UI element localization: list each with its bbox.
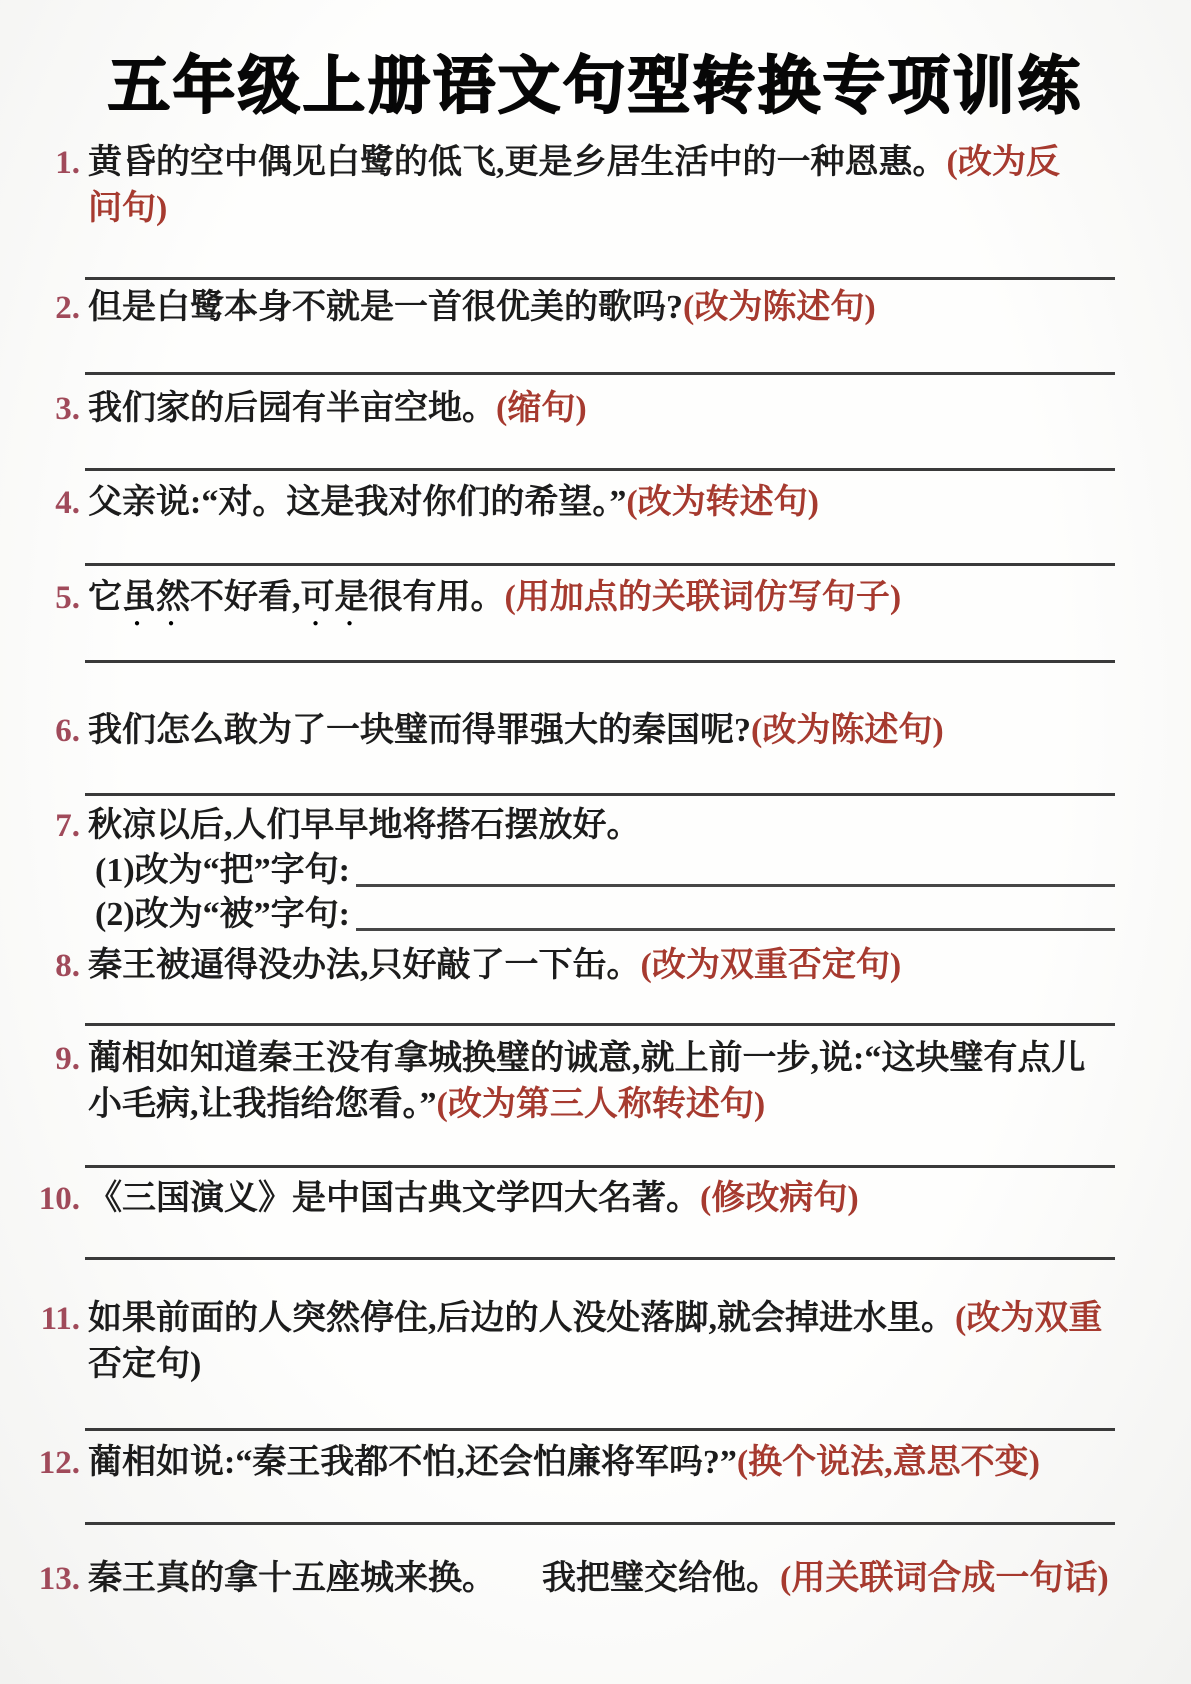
item-number: 5. <box>55 580 80 616</box>
answer-blank-line <box>85 1257 1115 1260</box>
sentence-text: 父亲说:“对。这是我对你们的希望。” <box>88 484 627 521</box>
sentence-text: 但是白鹭本身不就是一首很优美的歌吗? <box>88 289 683 326</box>
instruction-text: (缩句) <box>496 390 587 427</box>
sentence-text: 秦王真的拿十五座城来换。 <box>88 1560 496 1597</box>
exercise-item <box>0 943 1191 989</box>
sentence-text: 《三国演义》是中国古典文学四大名著。 <box>88 1180 700 1217</box>
exercise-item <box>0 1556 1191 1602</box>
answer-blank-line <box>85 468 1115 471</box>
instruction-text: (修改病句) <box>700 1180 859 1217</box>
item-number: 3. <box>55 391 80 427</box>
item-number: 8. <box>55 948 80 984</box>
sentence-text: 秦王被逼得没办法,只好敲了一下缶。 <box>88 947 641 984</box>
instruction-text: (改为陈述句) <box>751 712 944 749</box>
item-number: 12. <box>38 1445 80 1481</box>
item-text-line <box>0 1342 1191 1388</box>
exercise-item <box>0 708 1191 754</box>
item-text-line <box>0 480 1191 526</box>
exercise-item <box>0 285 1191 331</box>
item-text-line <box>0 803 1191 849</box>
sentence-text: 不好看, <box>190 579 301 616</box>
item-number: 9. <box>55 1041 80 1077</box>
exercise-item <box>0 1176 1191 1222</box>
exercise-item <box>0 803 1191 937</box>
sentence-text: 否定句) <box>88 1346 202 1383</box>
sentence-text: 蔺相如知道秦王没有拿城换璧的诚意,就上前一步,说:“这块璧有点儿 <box>88 1040 1086 1077</box>
instruction-text: (改为陈述句) <box>683 289 876 326</box>
sentence-text: 我把璧交给他。 <box>542 1560 780 1597</box>
sentence-text: 我们怎么敢为了一块璧而得罪强大的秦国呢? <box>88 712 751 749</box>
item-number: 11. <box>40 1301 80 1337</box>
item-text-line <box>0 1036 1191 1082</box>
item-text-line <box>0 186 1191 232</box>
item-number: 13. <box>38 1561 80 1597</box>
item-text-line <box>0 386 1191 432</box>
sentence-text: 小毛病,让我指给您看。” <box>88 1086 437 1123</box>
item-text-line <box>0 1556 1191 1602</box>
sentence-text: 它 <box>88 579 122 616</box>
page-title: 五年级上册语文句型转换专项训练 <box>107 52 1083 121</box>
item-text-line <box>0 1296 1191 1342</box>
item-text-line <box>0 1176 1191 1222</box>
exercise-item <box>0 1296 1191 1388</box>
item-text-line <box>0 575 1191 621</box>
item-text-line <box>0 708 1191 754</box>
sentence-text: 黄昏的空中偶见白鹭的低飞,更是乡居生活中的一种恩惠。 <box>88 144 947 181</box>
answer-blank-line <box>85 1428 1115 1431</box>
item-text-line <box>0 285 1191 331</box>
instruction-text: (用加点的关联词仿写句子) <box>504 579 902 616</box>
instruction-text: (改为转述句) <box>626 484 819 521</box>
item-text-line <box>0 1082 1191 1128</box>
instruction-text: (改为第三人称转述句) <box>436 1086 766 1123</box>
answer-blank-line <box>85 793 1115 796</box>
sub-question-label: (2)改为“被”字句: <box>95 896 350 933</box>
sub-question <box>0 849 1191 893</box>
item-text-line <box>0 943 1191 989</box>
sub-question-label: (1)改为“把”字句: <box>95 852 350 889</box>
answer-blank-line <box>85 277 1115 280</box>
instruction-text: (用关联词合成一句话) <box>780 1560 1109 1597</box>
sentence-text: 很有用。 <box>368 579 505 616</box>
instruction-text: 问句) <box>88 190 168 227</box>
answer-blank-line <box>85 1165 1115 1168</box>
sentence-text: 蔺相如说:“秦王我都不怕,还会怕廉将军吗?” <box>88 1444 737 1481</box>
sentence-text: 如果前面的人突然停住,后边的人没处落脚,就会掉进水里。 <box>88 1300 955 1337</box>
exercise-item <box>0 480 1191 526</box>
instruction-text: (改为反 <box>946 144 1060 181</box>
item-number: 2. <box>55 290 80 326</box>
item-number: 10. <box>38 1181 80 1217</box>
answer-blank-line <box>356 928 1115 931</box>
answer-blank-line <box>85 563 1115 566</box>
item-number: 1. <box>55 145 80 181</box>
exercise-item <box>0 140 1191 232</box>
exercise-item <box>0 575 1191 621</box>
exercise-item <box>0 1036 1191 1128</box>
item-text-line <box>0 1440 1191 1486</box>
item-number: 7. <box>55 808 80 844</box>
dotted-keyword: ● 可是 ● <box>301 579 369 616</box>
exercise-item <box>0 386 1191 432</box>
item-text-line <box>0 140 1191 186</box>
item-number: 4. <box>55 485 80 521</box>
answer-blank-line <box>85 660 1115 663</box>
sub-question <box>0 893 1191 937</box>
exercise-item <box>0 1440 1191 1486</box>
instruction-text: (改为双重 <box>955 1300 1103 1337</box>
answer-blank-line <box>85 372 1115 375</box>
instruction-text: (改为双重否定句) <box>640 947 902 984</box>
sentence-text: 我们家的后园有半亩空地。 <box>88 390 496 427</box>
dotted-keyword: ● 虽然 ● <box>122 579 190 616</box>
answer-blank-line <box>85 1522 1115 1525</box>
instruction-text: (换个说法,意思不变) <box>736 1444 1040 1481</box>
item-number: 6. <box>55 713 80 749</box>
answer-blank-line <box>356 884 1115 887</box>
answer-blank-line <box>85 1023 1115 1026</box>
sentence-text: 秋凉以后,人们早早地将搭石摆放好。 <box>88 807 641 844</box>
